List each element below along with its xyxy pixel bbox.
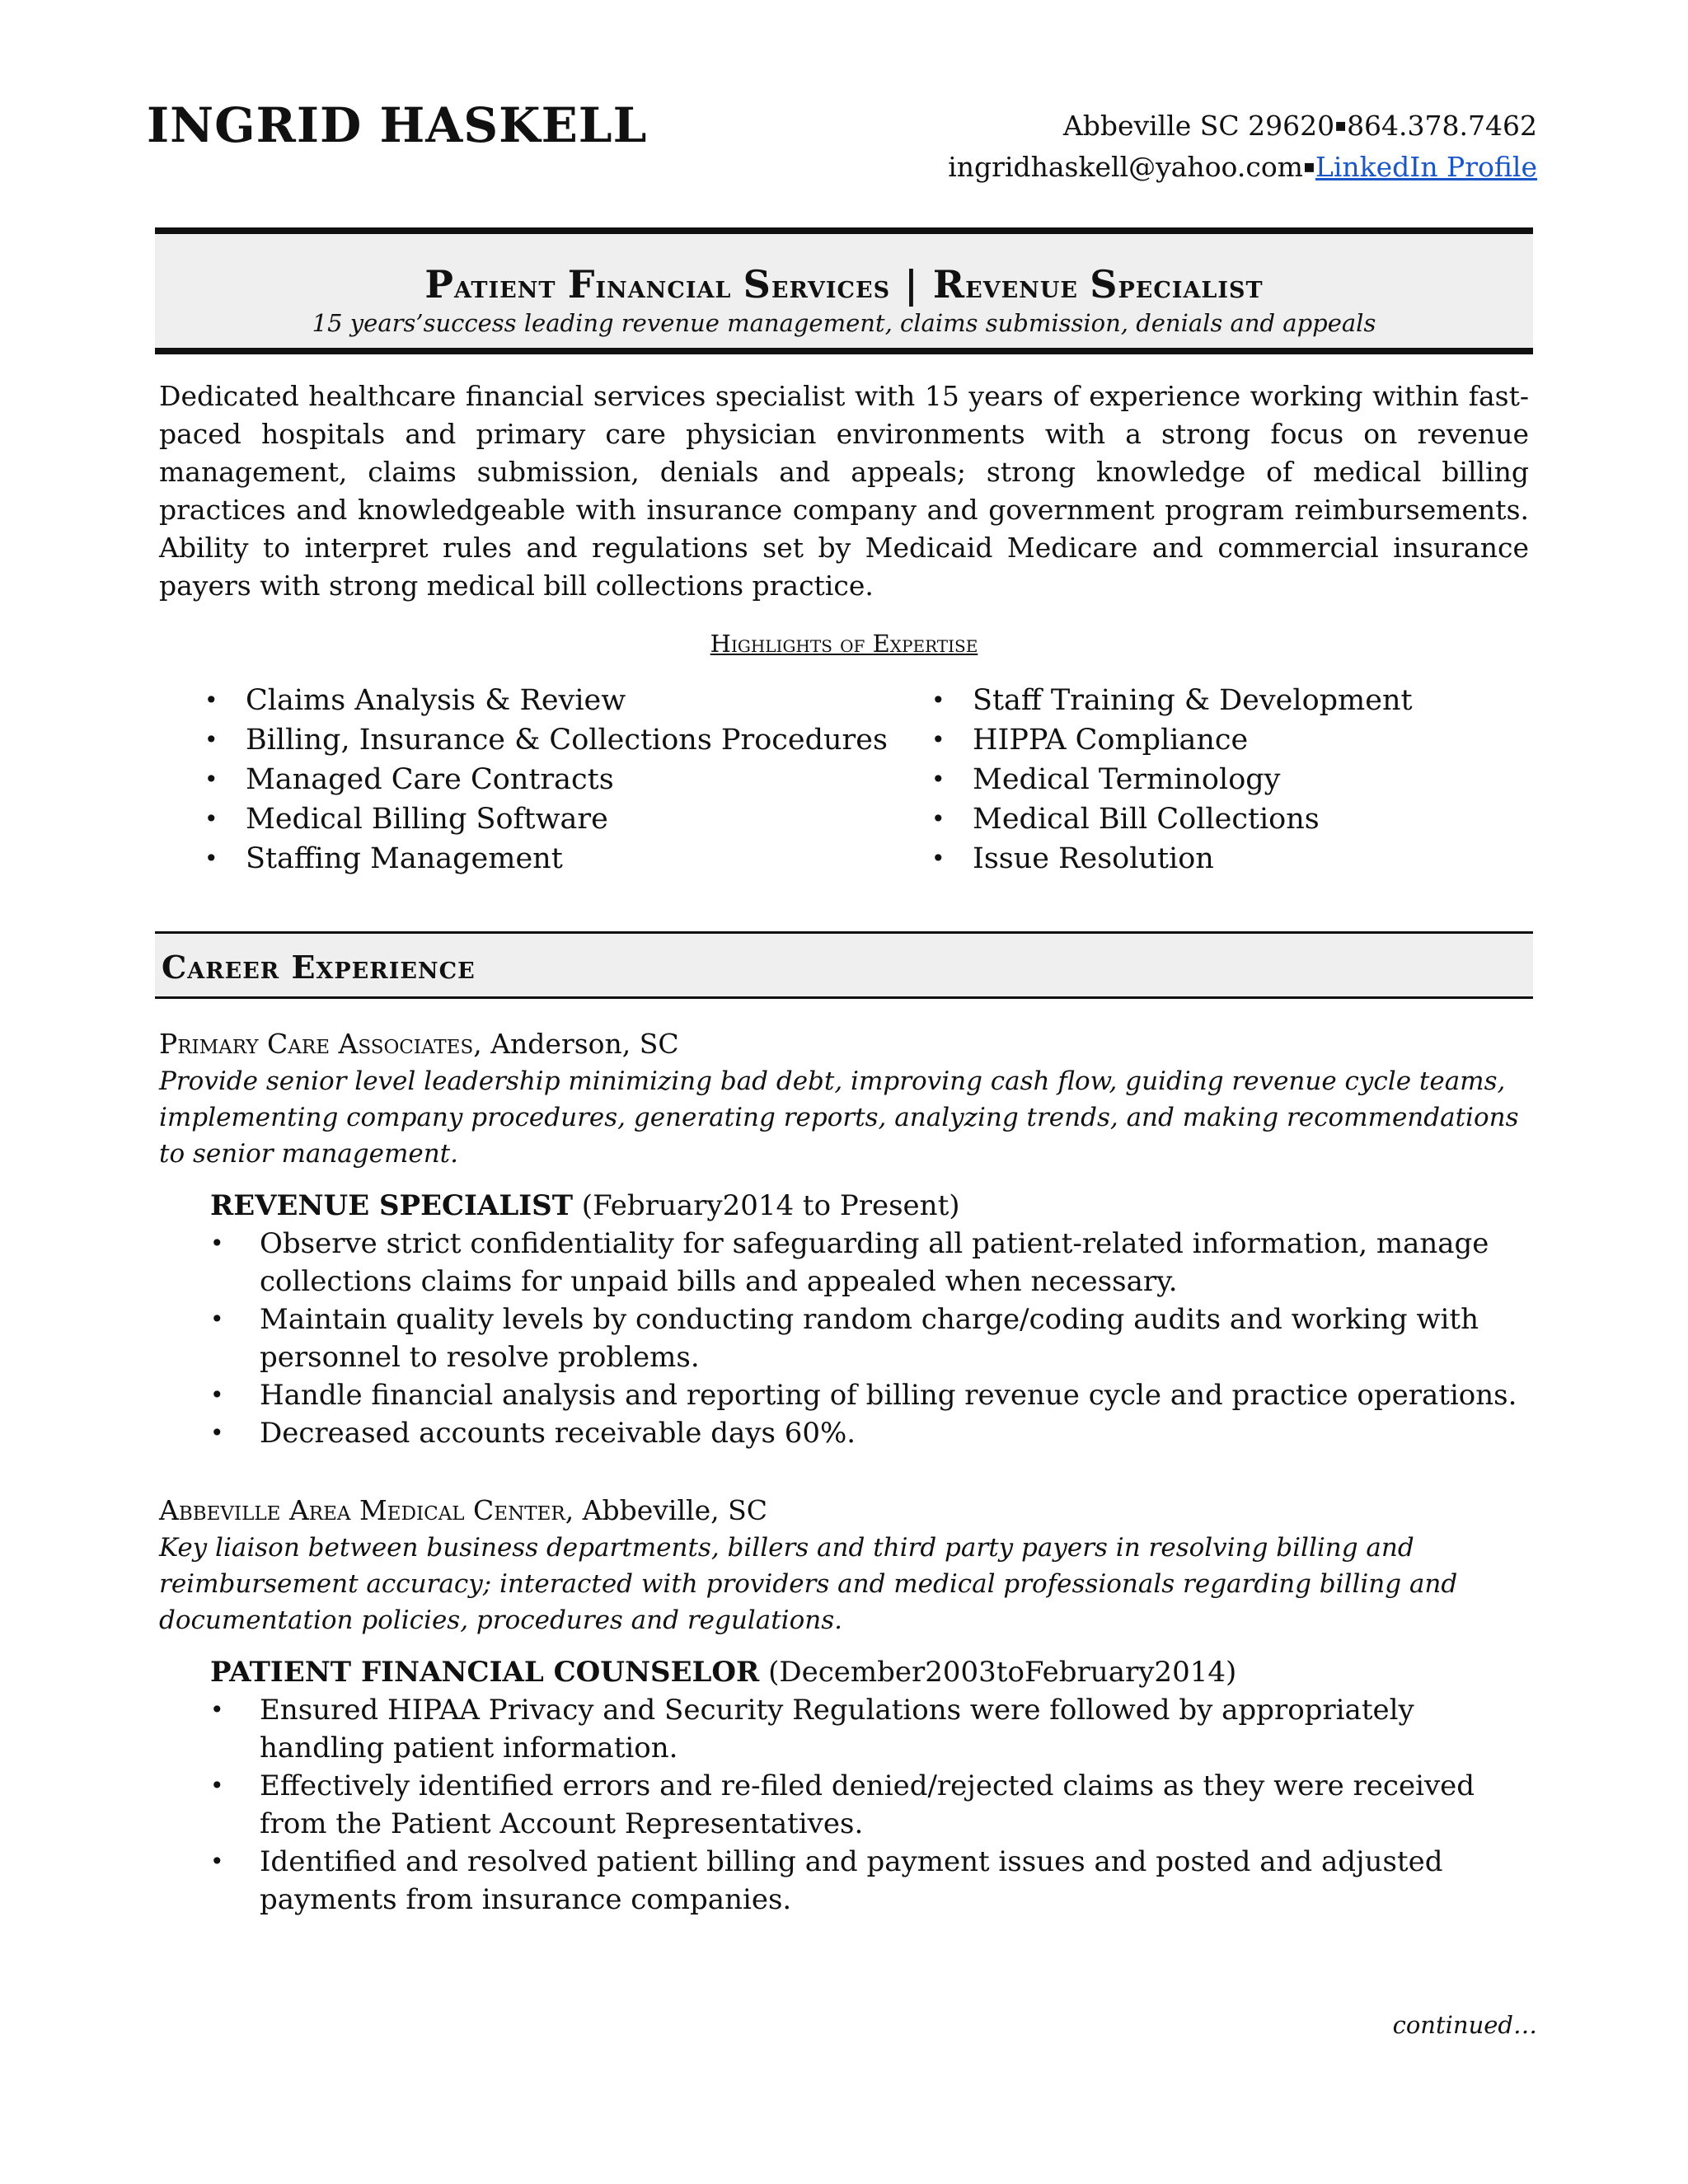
headline-divider: | [890,262,933,307]
contact-line-1 [948,107,1537,148]
company-description: Key liaison between business departments, billers and third party payers in resolving billing and reimbursement accuracy; interacted with providers and medical professionals regarding billing and documentation policies, procedures and regulations. [159,1533,1458,1635]
list-item [204,799,888,839]
highlight-text: Claims Analysis & Review [246,684,626,717]
job-entry [159,1492,1536,1919]
linkedin-link[interactable]: LinkedIn Profile [1315,151,1537,183]
bullet-icon: • [204,687,218,714]
candidate-name: INGRID HASKELL [147,97,648,153]
headline-banner [155,227,1533,354]
contact-block [948,107,1537,190]
list-item [210,1376,1536,1414]
headline-title-part: atient [453,268,568,305]
section-title: Career Experience [162,949,476,986]
bullet-icon: • [204,845,218,872]
bullet-icon: • [204,726,218,753]
job-title: PATIENT FINANCIAL COUNSELOR [210,1656,760,1689]
address-text: Abbeville SC 29620 [1062,110,1335,142]
contact-line-2 [948,148,1537,190]
highlight-text: Staff Training & Development [973,684,1413,717]
bullet-icon: • [210,1772,224,1799]
list-item [931,799,1413,839]
bullet-text: Observe strict confidentiality for safeguarding all patient-related information, manage collections claims for unpaid bills and appealed when necessary. [260,1227,1489,1298]
job-bullets [210,1225,1536,1452]
job-title-line [210,1187,1536,1225]
company-name: Primary Care Associates [159,1028,474,1060]
bullet-icon: • [931,805,945,832]
highlight-text: Medical Billing Software [246,803,608,836]
bullet-text: Handle financial analysis and reporting of billing revenue cycle and practice operations. [260,1379,1517,1412]
headline-title-part: F [567,262,596,307]
company-line [159,1492,1536,1530]
phone-text: 864.378.7462 [1347,110,1537,142]
highlights-list-right [931,681,1413,879]
bullet-icon: • [210,1696,224,1723]
job-title-line [210,1653,1536,1691]
headline-title-part: S [1090,262,1118,307]
bullet-text: Maintain quality levels by conducting random charge/coding audits and working with personnel to resolve problems. [260,1303,1479,1374]
headline-title-part: S [743,262,771,307]
headline-title-part: evenue [965,268,1090,305]
highlights-list-left [204,681,888,879]
headline-title-part: pecialist [1118,268,1264,305]
bullet-icon: • [210,1230,224,1257]
bullet-text: Effectively identified errors and re-filed denied/rejected claims as they were received from the Patient Account Representatives. [260,1769,1475,1840]
headline-title-part: P [424,262,454,307]
headline-title-part: R [932,262,966,307]
company-line [159,1025,1536,1063]
bullet-text: Identified and resolved patient billing and payment issues and posted and adjusted payments from insurance companies. [260,1845,1443,1916]
highlight-text: Issue Resolution [973,842,1214,875]
job-bullets [210,1691,1536,1919]
bullet-icon: • [931,726,945,753]
bullet-icon: • [210,1305,224,1333]
company-description: Provide senior level leadership minimizing bad debt, improving cash flow, guiding revenue cycle teams, implementing company procedures, generating reports, analyzing trends, and making recommendations to senior management. [159,1066,1519,1169]
list-item [210,1767,1536,1843]
list-item [931,760,1413,799]
bullet-icon: • [204,805,218,832]
list-item [204,760,888,799]
bullet-icon: • [204,766,218,793]
highlight-text: Staffing Management [246,842,563,875]
bullet-icon: • [931,845,945,872]
company-location: , Anderson, SC [473,1028,679,1060]
list-item [210,1301,1536,1376]
list-item [210,1225,1536,1301]
bullet-icon: • [210,1419,224,1446]
list-item [204,839,888,879]
headline-title-part: inancial [595,268,743,305]
highlights-heading: Highlights of Expertise [710,630,978,658]
list-item [210,1691,1536,1767]
bullet-icon: • [931,687,945,714]
highlight-text: HIPPA Compliance [973,724,1249,757]
highlight-text: Managed Care Contracts [246,763,614,796]
list-item [210,1843,1536,1919]
bullet-text: Decreased accounts receivable days 60%. [260,1417,856,1450]
list-item [931,839,1413,879]
separator-icon: ▪ [1302,157,1315,177]
job-entry [159,1025,1536,1452]
job-dates: (December2003toFebruary2014) [759,1656,1237,1689]
bullet-text: Ensured HIPAA Privacy and Security Regulations were followed by appropriately handling patient information. [260,1694,1414,1765]
headline-subtitle: 15 years’success leading revenue management, claims submission, denials and appeals [312,309,1376,337]
company-name: Abbeville Area Medical Center [159,1494,565,1526]
bullet-icon: • [210,1381,224,1408]
email-text: ingridhaskell@yahoo.com [948,151,1303,183]
list-item [204,720,888,760]
job-title: REVENUE SPECIALIST [210,1189,573,1222]
job-dates: (February2014 to Present) [573,1189,960,1222]
list-item [931,720,1413,760]
continued-note: continued… [1392,2011,1537,2039]
career-experience-heading [155,931,1533,999]
highlight-text: Billing, Insurance & Collections Procedures [246,724,888,757]
highlight-text: Medical Bill Collections [973,803,1320,836]
company-location: , Abbeville, SC [565,1494,767,1526]
list-item [210,1414,1536,1452]
separator-icon: ▪ [1334,115,1348,136]
headline-title-part: ervices [771,268,891,305]
professional-summary: Dedicated healthcare financial services specialist with 15 years of experience working within fast-paced hospitals and primary care physician environments with a strong focus on revenue management, claims submission, denials and appeals; strong knowledge of medical billing practices and knowledgeable with insurance company and government program reimbursements. Ability to interpret rules and regulations set by Medicaid Medicare and commercial insurance payers with strong medical bill collections practice. [159,380,1529,602]
list-item [931,681,1413,720]
headline-title [155,262,1533,307]
bullet-icon: • [210,1848,224,1875]
highlight-text: Medical Terminology [973,763,1281,796]
list-item [204,681,888,720]
bullet-icon: • [931,766,945,793]
